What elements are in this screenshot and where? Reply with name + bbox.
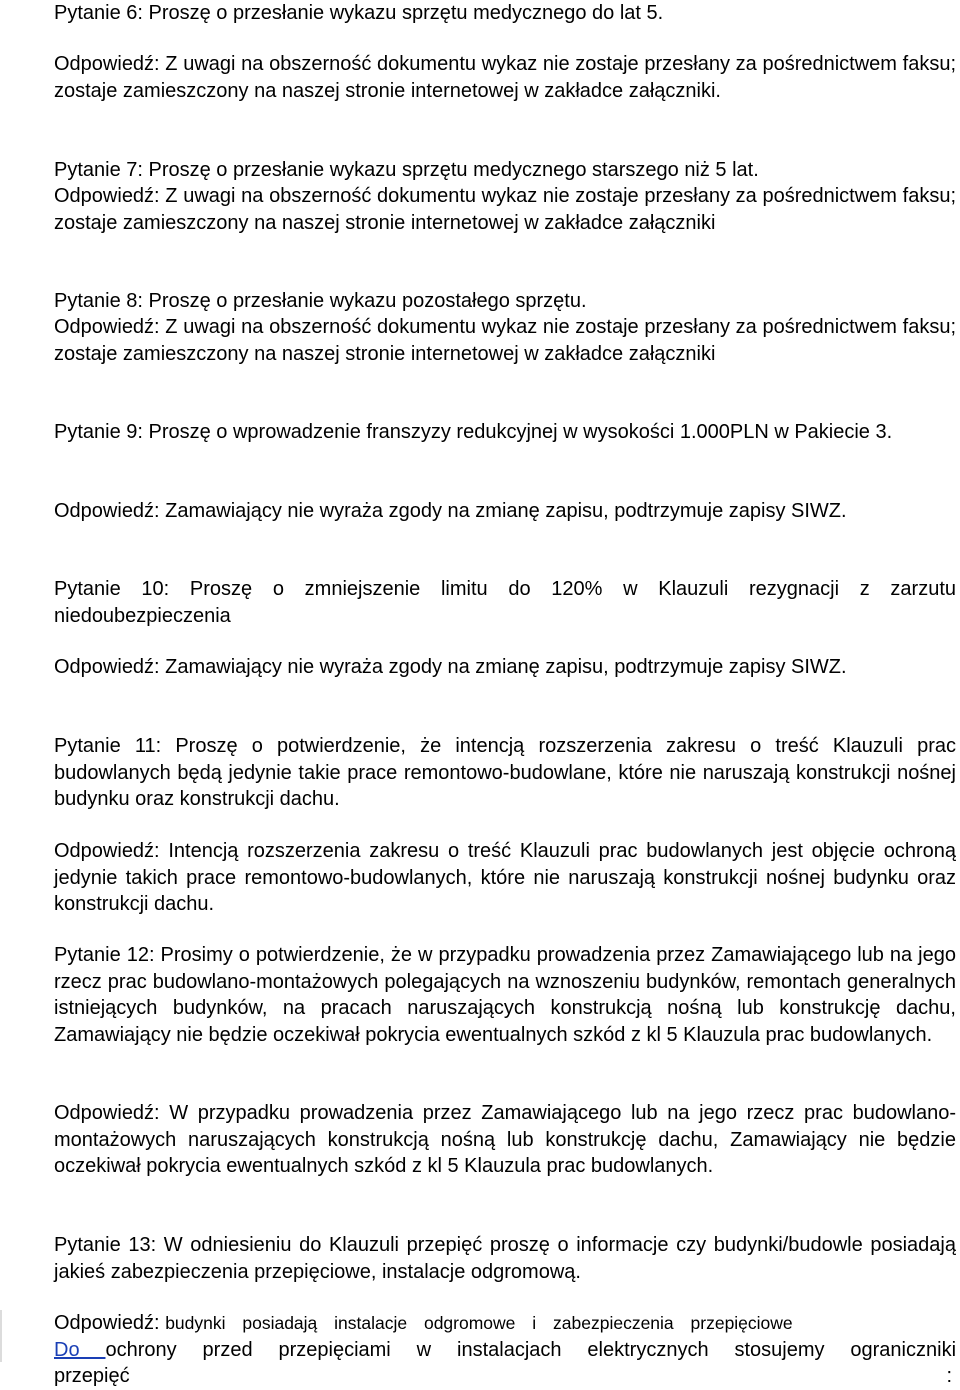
answer-13-line-1 bbox=[54, 1310, 956, 1337]
answer-13-line-2 bbox=[54, 1337, 956, 1364]
question-10: Pytanie 10: Proszę o zmniejszenie limitu do 120% w Klauzuli rezygnacji z zarzutu niedoubezpieczenia bbox=[54, 578, 956, 627]
answer-13-line-2-text: ochrony przed przepięciami w instalacjach elektrycznych stosujemy ograniczniki bbox=[105, 1338, 957, 1361]
answer-13-prefix: Odpowiedź: bbox=[54, 1312, 160, 1334]
answer-10: Odpowiedź: Zamawiający nie wyraża zgody na zmianę zapisu, podtrzymuje zapisy SIWZ. bbox=[54, 656, 847, 678]
answer-13 bbox=[54, 1310, 956, 1390]
answer-8: Odpowiedź: Z uwagi na obszerność dokumentu wykaz nie zostaje przesłany za pośrednictwem faksu; zostaje zamieszczony na naszej stronie internetowej w zakładce załączniki bbox=[54, 316, 956, 365]
question-12: Pytanie 12: Prosimy o potwierdzenie, że w przypadku prowadzenia przez Zamawiającego lub na jego rzecz prac budowlano-montażowych polegających na wznoszeniu budynków, remontach generalnych istniejących budynków, na pracach naruszających konstrukcją nośną lub konstrukcję dachu, Zamawiający nie będzie oczekiwał pokrycia ewentualnych szkód z kl 5 Klauzula prac budowlanych. bbox=[54, 944, 956, 1046]
answer-13-line-3 bbox=[54, 1363, 956, 1390]
question-8: Pytanie 8: Proszę o przesłanie wykazu pozostałego sprzętu. bbox=[54, 290, 587, 312]
answer-11: Odpowiedź: Intencją rozszerzenia zakresu o treść Klauzuli prac budowlanych jest objęcie ochroną jedynie takich prace remontowo-budowlanych, które nie naruszają konstrukcji nośnej budynku oraz konstrukcji dachu. bbox=[54, 840, 956, 915]
margin-mark bbox=[0, 1310, 2, 1362]
question-6: Pytanie 6: Proszę o przesłanie wykazu sprzętu medycznego do lat 5. bbox=[54, 2, 664, 24]
answer-13-line-3-text: przepięć bbox=[54, 1365, 130, 1387]
question-11: Pytanie 11: Proszę o potwierdzenie, że intencją rozszerzenia zakresu o treść Klauzuli prac budowlanych będą jedynie takie prace remontowo-budowlane, które nie naruszają konstrukcji nośnej budynku oraz konstrukcji dachu. bbox=[54, 735, 956, 810]
question-13: Pytanie 13: W odniesieniu do Klauzuli przepięć proszę o informacje czy budynki/budowle posiadają jakieś zabezpieczenia przepięciowe, instalacje odgromową. bbox=[54, 1234, 956, 1283]
answer-9: Odpowiedź: Zamawiający nie wyraża zgody na zmianę zapisu, podtrzymuje zapisy SIWZ. bbox=[54, 500, 847, 522]
answer-13-trailing-colon: : bbox=[946, 1365, 952, 1387]
answer-12: Odpowiedź: W przypadku prowadzenia przez Zamawiającego lub na jego rzecz prac budowlano-montażowych naruszających konstrukcją nośną lub konstrukcję dachu, Zamawiający nie będzie oczekiwał pokrycia ewentualnych szkód z kl 5 Klauzula prac budowlanych. bbox=[54, 1102, 956, 1177]
answer-7: Odpowiedź: Z uwagi na obszerność dokumentu wykaz nie zostaje przesłany za pośrednictwem faksu; zostaje zamieszczony na naszej stronie internetowej w zakładce załączniki bbox=[54, 185, 956, 234]
question-9: Pytanie 9: Proszę o wprowadzenie franszyzy redukcyjnej w wysokości 1.000PLN w Pakiecie 3. bbox=[54, 421, 893, 443]
answer-13-link[interactable]: Do bbox=[54, 1338, 106, 1361]
answer-6: Odpowiedź: Z uwagi na obszerność dokumentu wykaz nie zostaje przesłany za pośrednictwem faksu; zostaje zamieszczony na naszej stronie internetowej w zakładce załączniki. bbox=[54, 53, 956, 102]
question-7: Pytanie 7: Proszę o przesłanie wykazu sprzętu medycznego starszego niż 5 lat. bbox=[54, 159, 759, 181]
answer-13-small-text: budynki posiadają instalacje odgromowe i zabezpieczenia przepięciowe bbox=[165, 1313, 793, 1333]
